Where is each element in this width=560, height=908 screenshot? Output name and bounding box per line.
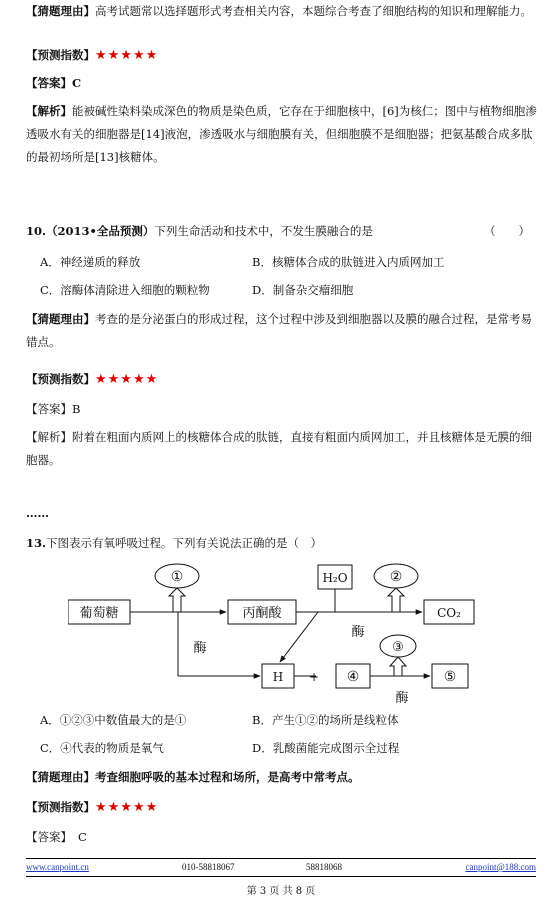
footer-phone-1: 010-58818067	[182, 862, 235, 872]
glucose-label: 葡萄糖	[79, 606, 119, 621]
footer-rule	[26, 858, 536, 859]
answer-value: B	[72, 402, 81, 416]
enzyme-label-1: 酶	[193, 641, 207, 656]
two-up-arrow	[388, 588, 404, 612]
q10-index	[26, 368, 538, 391]
prev-answer	[26, 72, 538, 95]
page-number: 第 3 页 共 8 页	[246, 886, 316, 897]
enzyme-label-2: 酶	[351, 625, 365, 640]
q13-stem-text: 下图表示有氧呼吸过程。下列有关说法正确的是（ ）	[46, 536, 323, 550]
q13-index	[26, 796, 538, 819]
q13-option-b: B．产生①②的场所是线粒体	[252, 713, 399, 727]
co2-label: CO₂	[437, 606, 461, 620]
q10-answer	[26, 398, 538, 421]
h-label: H	[272, 670, 284, 684]
star-rating: ★★★★★	[95, 800, 159, 815]
index-label: 【预测指数】	[26, 800, 95, 814]
q10-option-d: D．制备杂交瘤细胞	[252, 283, 354, 297]
three-label: ③	[392, 640, 404, 655]
four-label: ④	[346, 669, 360, 685]
answer-label: 【答案】	[26, 830, 72, 844]
analysis-text: 能被碱性染料染成深色的物质是染色质，它存在于细胞核中，[6]为核仁；图中与植物细胞渗透吸水有关的细胞器是[14]液泡，渗透吸水与细胞膜有关，但细胞膜不是细胞器；把氨基酸合成多肽的最初场所是[13]核糖体。	[26, 104, 537, 164]
two-label: ②	[389, 569, 403, 585]
reason-label: 【猜题理由】	[26, 4, 95, 18]
footer-rule-2	[26, 876, 536, 877]
answer-value: C	[78, 830, 87, 844]
q10-paren: （ ）	[484, 224, 530, 238]
q13-reason	[26, 766, 538, 789]
q13-option-a: A．①②③中数值最大的是①	[40, 713, 187, 727]
footer-site-link[interactable]: www.canpoint.cn	[26, 862, 89, 872]
q10-stem	[26, 220, 538, 243]
answer-label: 【答案】	[26, 402, 72, 416]
q10-tag: （2013•全品预测）	[46, 224, 155, 238]
q10-number: 10.	[26, 224, 47, 238]
reason-label: 【猜题理由】	[26, 770, 95, 784]
footer-phone-2: 58818068	[306, 862, 342, 872]
index-label: 【预测指数】	[26, 372, 95, 386]
q10-option-c: C．溶酶体清除进入细胞的颗粒物	[40, 283, 210, 297]
plus-label: +	[308, 670, 320, 684]
reason-text: 考查的是分泌蛋白的形成过程，这个过程中涉及到细胞器以及膜的融合过程，是常考易错点。	[26, 312, 532, 349]
q10-reason	[26, 308, 538, 354]
prev-analysis	[26, 100, 538, 169]
q10-stem-text: 下列生命活动和技术中，不发生膜融合的是	[154, 224, 373, 238]
enzyme-label-3: 酶	[395, 691, 409, 706]
answer-value: C	[72, 76, 82, 90]
pyruvate-label: 丙酮酸	[242, 606, 282, 621]
five-label: ⑤	[443, 669, 457, 685]
analysis-label: 【解析】	[26, 430, 72, 444]
q10-analysis	[26, 426, 538, 472]
one-label: ①	[170, 569, 184, 585]
star-rating: ★★★★★	[95, 48, 159, 63]
star-rating: ★★★★★	[95, 372, 159, 387]
prev-reason	[26, 0, 538, 23]
q13-stem	[26, 532, 538, 555]
reason-text: 高考试题常以选择题形式考查相关内容，本题综合考查了细胞结构的知识和理解能力。	[95, 4, 532, 18]
q13-option-c: C．④代表的物质是氧气	[40, 741, 164, 755]
aerobic-respiration-diagram	[68, 560, 488, 710]
q13-number: 13.	[26, 536, 47, 550]
q10-option-b: B．核糖体合成的肽链进入内质网加工	[252, 255, 445, 269]
prev-index	[26, 44, 538, 67]
answer-label: 【答案】	[26, 76, 72, 90]
analysis-text: 附着在粗面内质网上的核糖体合成的肽链，直接有粗面内质网加工，并且核糖体是无膜的细胞器。	[26, 430, 532, 467]
index-label: 【预测指数】	[26, 48, 95, 62]
q10-option-a: A．神经递质的释放	[40, 255, 141, 269]
water-label: H₂O	[322, 571, 348, 585]
ellipsis: ……	[26, 506, 49, 520]
reason-label: 【猜题理由】	[26, 312, 95, 326]
three-up-arrow	[390, 657, 406, 676]
q13-option-d: D．乳酸菌能完成图示全过程	[252, 741, 400, 755]
q13-answer	[26, 826, 538, 849]
one-up-arrow	[169, 588, 185, 612]
reason-text: 考查细胞呼吸的基本过程和场所，是高考中常考点。	[95, 770, 360, 784]
footer-email-link[interactable]: canpoint@188.com	[465, 862, 536, 872]
analysis-label: 【解析】	[26, 104, 72, 118]
